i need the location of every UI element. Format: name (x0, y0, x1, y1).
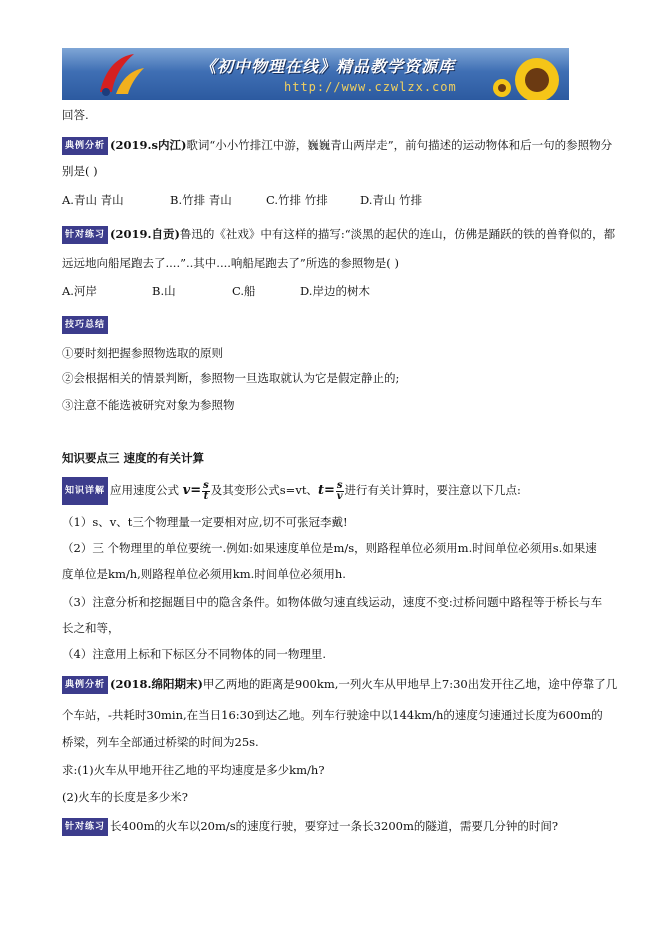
practice1-option-b: B.山 (152, 284, 176, 298)
sunflower-icon (492, 48, 569, 100)
practice1-option-d: D.岸边的树木 (300, 284, 370, 298)
section3-point: 度单位是km/h,则路程单位必须用km.时间单位必须用h. (62, 567, 346, 581)
logo-icon (92, 48, 152, 100)
section3-point: （4）注意用上标和下标区分不同物体的同一物理里. (62, 647, 326, 661)
formula-suffix: 进行有关计算时，要注意以下几点: (344, 483, 521, 497)
practice2-text: 长400m的火车以20m/s的速度行驶，要穿过一条长3200m的隧道，需要几分钟的时间? (110, 819, 559, 833)
example2-question: 求:(1)火车从甲地开往乙地的平均速度是多少km/h? (62, 763, 325, 777)
example2-question: (2)火车的长度是多少米? (62, 790, 188, 804)
frac2-denominator: v (336, 490, 343, 502)
banner-url: http://www.czwlzx.com (284, 80, 457, 94)
tips-item: ②会根据相关的情景判断，参照物一旦选取就认为它是假定静止的; (62, 371, 400, 385)
frac1-denominator: t (203, 490, 209, 502)
section3-point: （2）三 个物理里的单位要统一.例如:如果速度单位是m/s，则路程单位必须用m.时间单位必须用s.如果速 (62, 541, 597, 555)
practice1-source: (2019.自贡) (110, 227, 180, 241)
practice2-line (62, 818, 558, 836)
example2-source: (2018.绵阳期末) (110, 677, 203, 691)
practice1-options (62, 283, 370, 299)
example1-text-line1: 歌词“小小竹排江中游，巍巍青山两岸走”，前句描述的运动物体和后一句的参照物分 (186, 138, 613, 152)
formula-t: t (317, 483, 324, 498)
section3-heading: 知识要点三 速度的有关计算 (62, 451, 205, 465)
intro-text: 回答. (62, 108, 89, 122)
practice1-line1 (62, 226, 615, 244)
banner-title: 《初中物理在线》精品教学资源库 (200, 57, 456, 76)
formula-frac-s-t (202, 481, 210, 502)
example1-option-b: B.竹排 青山 (170, 193, 232, 207)
frac2-numerator: s (336, 479, 343, 491)
formula-frac-s-v (336, 481, 344, 502)
practice2-tag: 针对练习 (62, 818, 108, 836)
example1-tag: 典例分析 (62, 137, 108, 155)
formula-v: v (182, 483, 191, 498)
example2-text: 桥梁，列车全部通过桥梁的时间为25s. (62, 735, 259, 749)
section3-point: （1）s、v、t三个物理量一定要相对应,切不可张冠李戴! (62, 515, 348, 529)
section3-tag: 知识详解 (62, 477, 108, 505)
header-banner (62, 48, 569, 100)
section3-point: 长之和等， (62, 621, 120, 635)
example1-option-c: C.竹排 竹排 (266, 193, 328, 207)
section3-point: （3）注意分析和挖掘题目中的隐含条件。如物体做匀速直线运动，速度不变:过桥问题中路程等于桥长与车 (62, 595, 603, 609)
formula-mid: 及其变形公式s=vt、 (210, 483, 318, 497)
example1-line1 (62, 137, 612, 155)
practice1-tag: 针对练习 (62, 226, 108, 244)
section3-formula-line: 知识详解 应用速度公式 v= $\frac{s}{t}$ 及其变形公式s=vt、t= $\frac{s}{v}$ 进行有关计算时，要注意以下几点: (62, 477, 521, 505)
practice1-option-a: A.河岸 (62, 284, 97, 298)
example1-option-a: A.青山 青山 (62, 193, 124, 207)
formula-prefix: 应用速度公式 (110, 483, 180, 497)
practice1-text-line2: 远远地向船尾跑去了....”..其中....响船尾跑去了”所选的参照物是( ) (62, 256, 399, 270)
practice1-text-line1: 鲁迅的《社戏》中有这样的描写:“淡黑的起伏的连山，仿佛是踊跃的铁的兽脊似的，都 (179, 227, 616, 241)
example1-source: (2019.s内江) (110, 138, 187, 152)
tips-item: ③注意不能选被研究对象为参照物 (62, 398, 235, 412)
example1-options (62, 192, 422, 208)
example1-text-line2: 别是( ) (62, 164, 98, 178)
example2-text: 个车站，-共耗时30min,在当日16:30到达乙地。列车行驶途中以144km/h的速度匀速通过长度为600m的 (62, 708, 603, 722)
example2-line1 (62, 676, 617, 694)
example2-tag: 典例分析 (62, 676, 108, 694)
example1-option-d: D.青山 竹排 (360, 193, 423, 207)
frac1-numerator: s (203, 479, 209, 491)
tips-tag: 技巧总结 (62, 316, 108, 334)
practice1-option-c: C.船 (232, 284, 256, 298)
tips-item: ①要时刻把握参照物选取的原则 (62, 346, 223, 360)
example2-text: 甲乙两地的距离是900km,一列火车从甲地早上7:30出发开往乙地，途中停靠了几 (202, 677, 618, 691)
tips-header (62, 316, 110, 334)
